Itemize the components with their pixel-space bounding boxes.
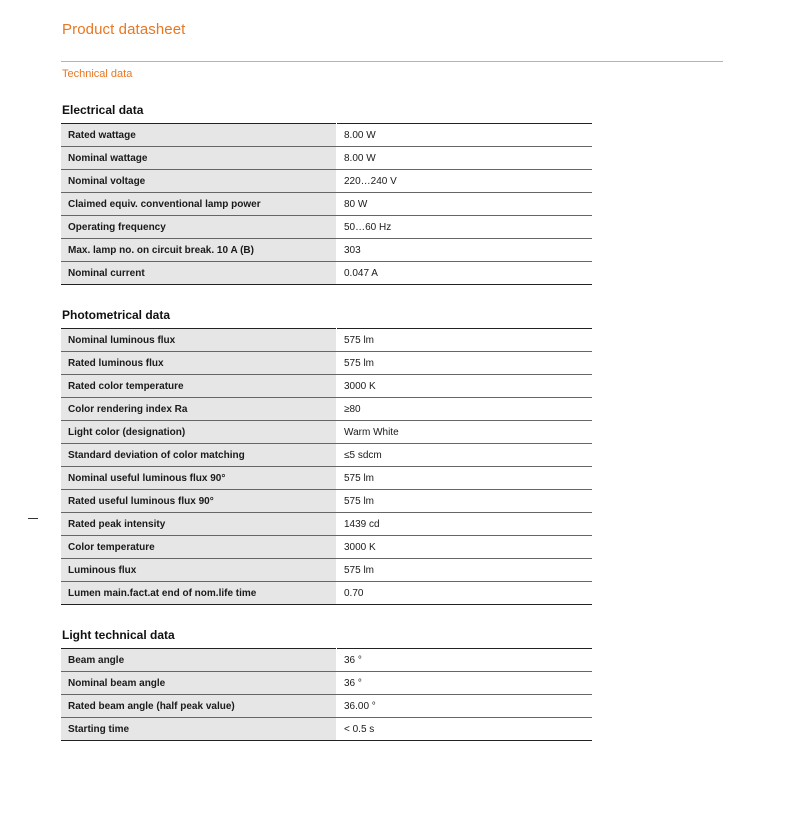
table-row	[61, 147, 592, 170]
row-value: < 0.5 s	[337, 718, 593, 741]
header-divider	[61, 61, 723, 62]
row-value: ≥80	[337, 398, 593, 421]
row-value: 36.00 °	[337, 695, 593, 718]
table-row	[61, 262, 592, 285]
light-technical-data-table	[61, 648, 592, 741]
table-row	[61, 536, 592, 559]
table-row	[61, 352, 592, 375]
row-value: 36 °	[337, 649, 593, 672]
row-label: Nominal luminous flux	[61, 329, 337, 352]
table-row	[61, 490, 592, 513]
row-label: Beam angle	[61, 649, 337, 672]
row-label: Operating frequency	[61, 216, 337, 239]
row-label: Nominal useful luminous flux 90°	[61, 467, 337, 490]
row-label: Color rendering index Ra	[61, 398, 337, 421]
row-label: Standard deviation of color matching	[61, 444, 337, 467]
row-value: 3000 K	[337, 536, 593, 559]
row-value: 220…240 V	[337, 170, 593, 193]
row-label: Color temperature	[61, 536, 337, 559]
row-value: 303	[337, 239, 593, 262]
section-light-technical-data	[61, 626, 592, 741]
row-label: Rated peak intensity	[61, 513, 337, 536]
row-value: 0.70	[337, 582, 593, 605]
row-value: 0.047 A	[337, 262, 593, 285]
row-label: Nominal voltage	[61, 170, 337, 193]
row-label: Lumen main.fact.at end of nom.life time	[61, 582, 337, 605]
row-value: 575 lm	[337, 559, 593, 582]
row-value: Warm White	[337, 421, 593, 444]
section-title: Electrical data	[62, 103, 144, 117]
row-value: 50…60 Hz	[337, 216, 593, 239]
table-row	[61, 559, 592, 582]
row-label: Rated useful luminous flux 90°	[61, 490, 337, 513]
row-value: 575 lm	[337, 467, 593, 490]
table-row	[61, 170, 592, 193]
row-label: Rated luminous flux	[61, 352, 337, 375]
row-label: Rated beam angle (half peak value)	[61, 695, 337, 718]
row-value: 3000 K	[337, 375, 593, 398]
row-label: Nominal current	[61, 262, 337, 285]
table-row	[61, 375, 592, 398]
row-label: Rated color temperature	[61, 375, 337, 398]
table-row	[61, 718, 592, 741]
table-row	[61, 193, 592, 216]
row-value: 80 W	[337, 193, 593, 216]
table-row	[61, 216, 592, 239]
row-value: 8.00 W	[337, 147, 593, 170]
table-row	[61, 582, 592, 605]
page-title: Product datasheet	[62, 21, 186, 38]
row-label: Max. lamp no. on circuit break. 10 A (B)	[61, 239, 337, 262]
row-label: Starting time	[61, 718, 337, 741]
table-row	[61, 124, 592, 147]
row-label: Rated wattage	[61, 124, 337, 147]
row-value: ≤5 sdcm	[337, 444, 593, 467]
row-label: Claimed equiv. conventional lamp power	[61, 193, 337, 216]
row-label: Luminous flux	[61, 559, 337, 582]
row-label: Nominal wattage	[61, 147, 337, 170]
section-title: Light technical data	[62, 628, 175, 642]
table-row	[61, 695, 592, 718]
section-title: Photometrical data	[62, 308, 171, 322]
electrical-data-table	[61, 123, 592, 285]
table-row	[61, 421, 592, 444]
section-electrical-data	[61, 101, 592, 285]
table-row	[61, 239, 592, 262]
row-value: 575 lm	[337, 490, 593, 513]
table-row	[61, 444, 592, 467]
row-value: 575 lm	[337, 329, 593, 352]
row-value: 8.00 W	[337, 124, 593, 147]
table-row	[61, 649, 592, 672]
page-subtitle: Technical data	[62, 68, 133, 80]
row-label: Nominal beam angle	[61, 672, 337, 695]
table-row	[61, 398, 592, 421]
row-value: 36 °	[337, 672, 593, 695]
table-row	[61, 513, 592, 536]
margin-mark	[28, 518, 38, 519]
photometrical-data-table	[61, 328, 592, 605]
row-value: 575 lm	[337, 352, 593, 375]
table-row	[61, 329, 592, 352]
row-value: 1439 cd	[337, 513, 593, 536]
table-row	[61, 467, 592, 490]
section-photometrical-data	[61, 306, 592, 605]
row-label: Light color (designation)	[61, 421, 337, 444]
table-row	[61, 672, 592, 695]
